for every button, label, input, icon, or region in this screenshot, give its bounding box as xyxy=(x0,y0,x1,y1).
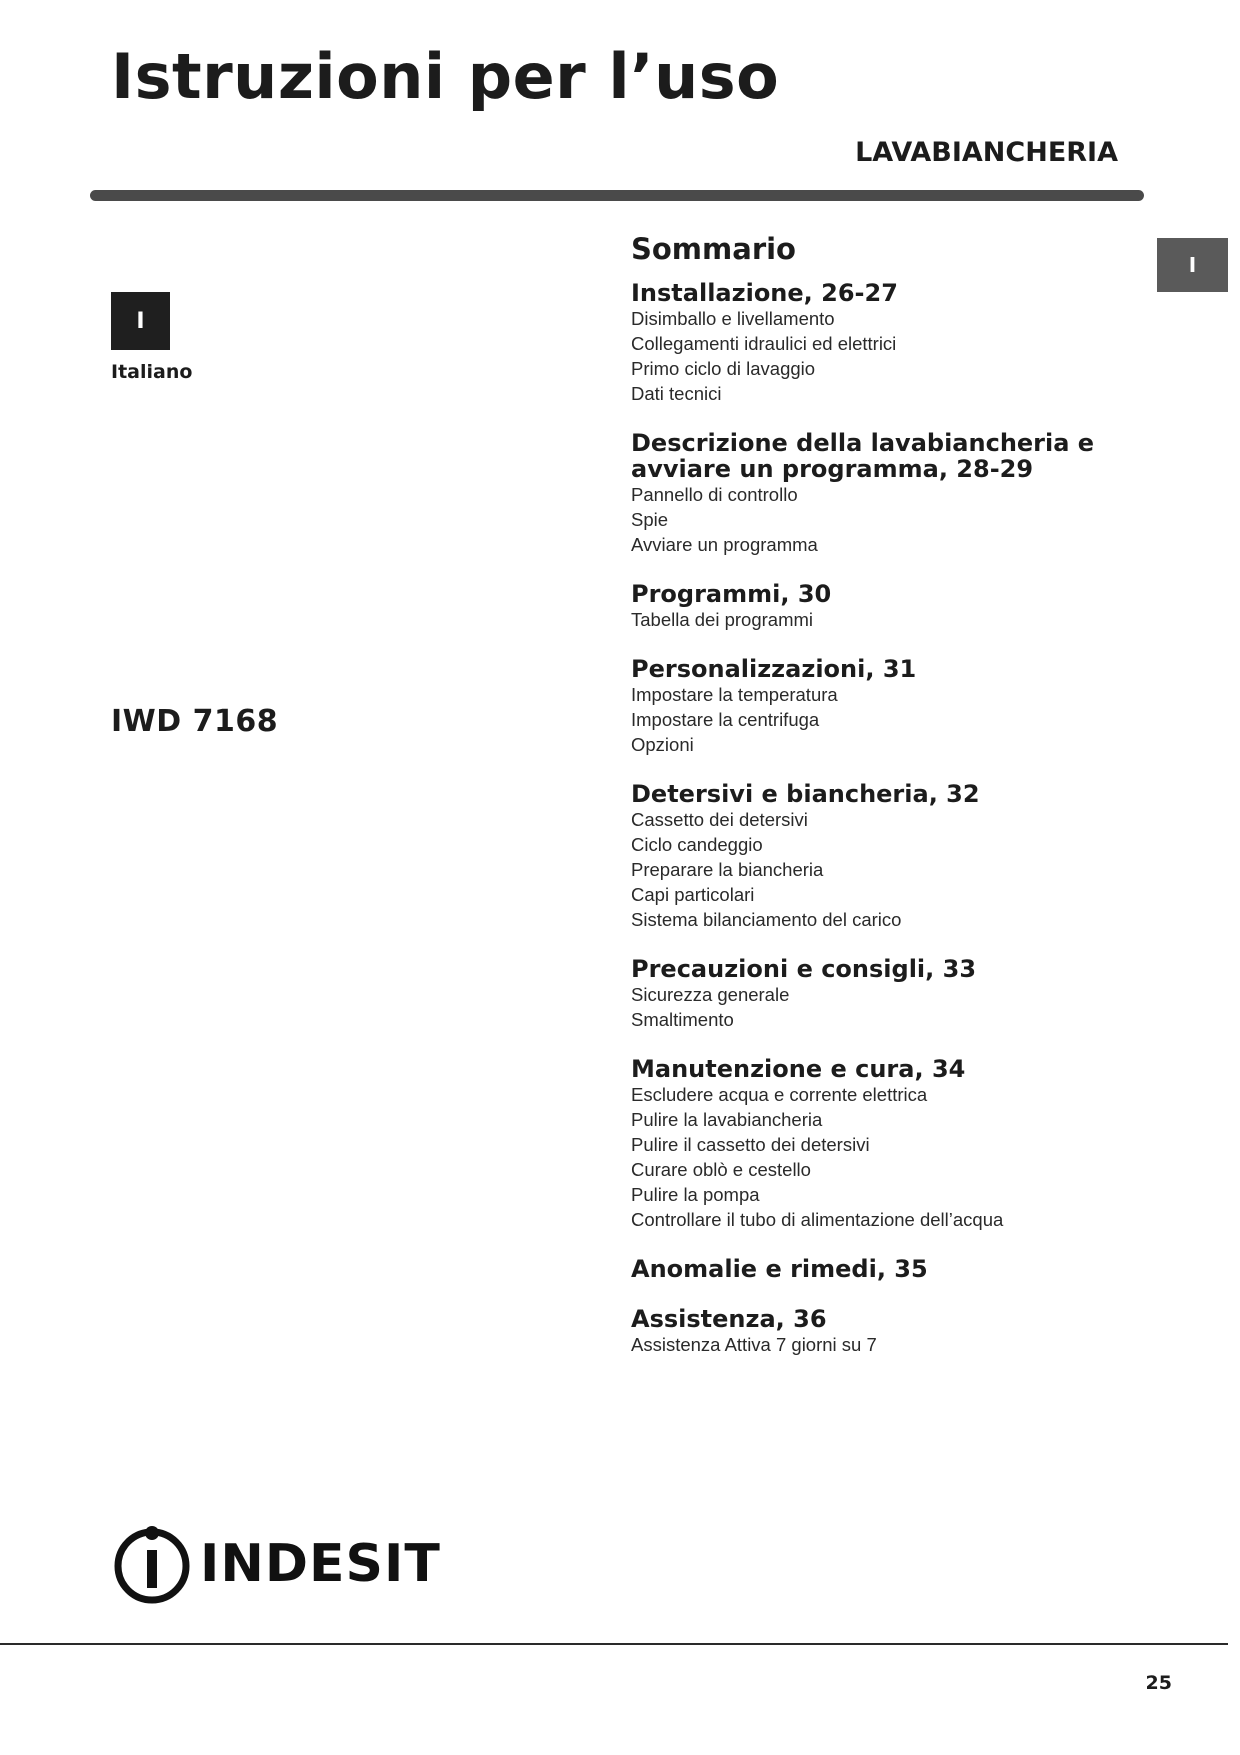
toc-item-list xyxy=(631,482,1101,557)
toc-item-list xyxy=(631,1332,1101,1357)
toc-item: Impostare la temperatura xyxy=(631,684,838,705)
toc-section xyxy=(631,1306,1101,1357)
indesit-i-icon xyxy=(112,1524,192,1604)
toc-section-title: Manutenzione e cura, 34 xyxy=(631,1055,966,1083)
toc-section-title: Installazione, 26-27 xyxy=(631,279,898,307)
language-label: Italiano xyxy=(111,361,193,383)
toc-item: Ciclo candeggio xyxy=(631,834,763,855)
language-tab: I xyxy=(1157,238,1228,292)
toc-item: Preparare la biancheria xyxy=(631,859,824,880)
toc-item: Impostare la centrifuga xyxy=(631,709,820,730)
footer-divider xyxy=(0,1643,1228,1645)
toc-item: Collegamenti idraulici ed elettrici xyxy=(631,333,897,354)
toc-item: Dati tecnici xyxy=(631,383,722,404)
toc-item: Assistenza Attiva 7 giorni su 7 xyxy=(631,1334,877,1355)
toc-section xyxy=(631,781,1101,932)
toc-item: Smaltimento xyxy=(631,1009,734,1030)
toc-heading: Sommario xyxy=(631,232,796,266)
toc-item: Pannello di controllo xyxy=(631,484,798,505)
toc-section xyxy=(631,656,1101,757)
toc-item: Opzioni xyxy=(631,734,694,755)
document-title: Istruzioni per l’uso xyxy=(111,40,780,113)
toc-item-list xyxy=(631,1082,1101,1232)
toc-item: Pulire la pompa xyxy=(631,1184,760,1205)
toc-item: Avviare un programma xyxy=(631,534,818,555)
toc-section-title: Assistenza, 36 xyxy=(631,1305,827,1333)
header-divider xyxy=(90,190,1144,201)
toc-section-title: Personalizzazioni, 31 xyxy=(631,655,917,683)
toc-item: Sicurezza generale xyxy=(631,984,790,1005)
toc-section-title: Descrizione della lavabiancheria e avviare un programma, 28-29 xyxy=(631,429,1095,483)
toc-section xyxy=(631,1256,1101,1282)
toc-sections xyxy=(631,280,1101,1357)
toc-section xyxy=(631,280,1101,406)
toc-section xyxy=(631,1056,1101,1232)
toc-item-list xyxy=(631,982,1101,1032)
toc-item-list xyxy=(631,807,1101,932)
toc-item: Pulire il cassetto dei detersivi xyxy=(631,1134,870,1155)
toc-item: Spie xyxy=(631,509,669,530)
toc-item-list xyxy=(631,682,1101,757)
logo-wordmark: INDESIT xyxy=(200,1534,441,1594)
toc-item: Primo ciclo di lavaggio xyxy=(631,358,816,379)
table-of-contents xyxy=(631,232,1101,1381)
toc-item: Pulire la lavabiancheria xyxy=(631,1109,823,1130)
product-type: LAVABIANCHERIA xyxy=(855,137,1118,168)
toc-item-list xyxy=(631,306,1101,406)
toc-item: Controllare il tubo di alimentazione dell’acqua xyxy=(631,1209,1004,1230)
toc-item: Capi particolari xyxy=(631,884,755,905)
toc-section-title: Programmi, 30 xyxy=(631,580,832,608)
toc-section-title: Anomalie e rimedi, 35 xyxy=(631,1255,928,1283)
toc-section-title: Detersivi e biancheria, 32 xyxy=(631,780,980,808)
language-badge: I xyxy=(111,292,170,350)
toc-item: Cassetto dei detersivi xyxy=(631,809,808,830)
model-number: IWD 7168 xyxy=(111,704,279,739)
toc-item: Disimballo e livellamento xyxy=(631,308,835,329)
toc-item: Escludere acqua e corrente elettrica xyxy=(631,1084,928,1105)
toc-item: Sistema bilanciamento del carico xyxy=(631,909,902,930)
toc-section xyxy=(631,956,1101,1032)
page-number: 25 xyxy=(1145,1672,1172,1694)
toc-item: Tabella dei programmi xyxy=(631,609,814,630)
toc-item: Curare oblò e cestello xyxy=(631,1159,811,1180)
brand-logo xyxy=(112,1524,441,1604)
toc-section xyxy=(631,430,1101,557)
toc-item-list xyxy=(631,607,1101,632)
toc-section xyxy=(631,581,1101,632)
toc-section-title: Precauzioni e consigli, 33 xyxy=(631,955,977,983)
